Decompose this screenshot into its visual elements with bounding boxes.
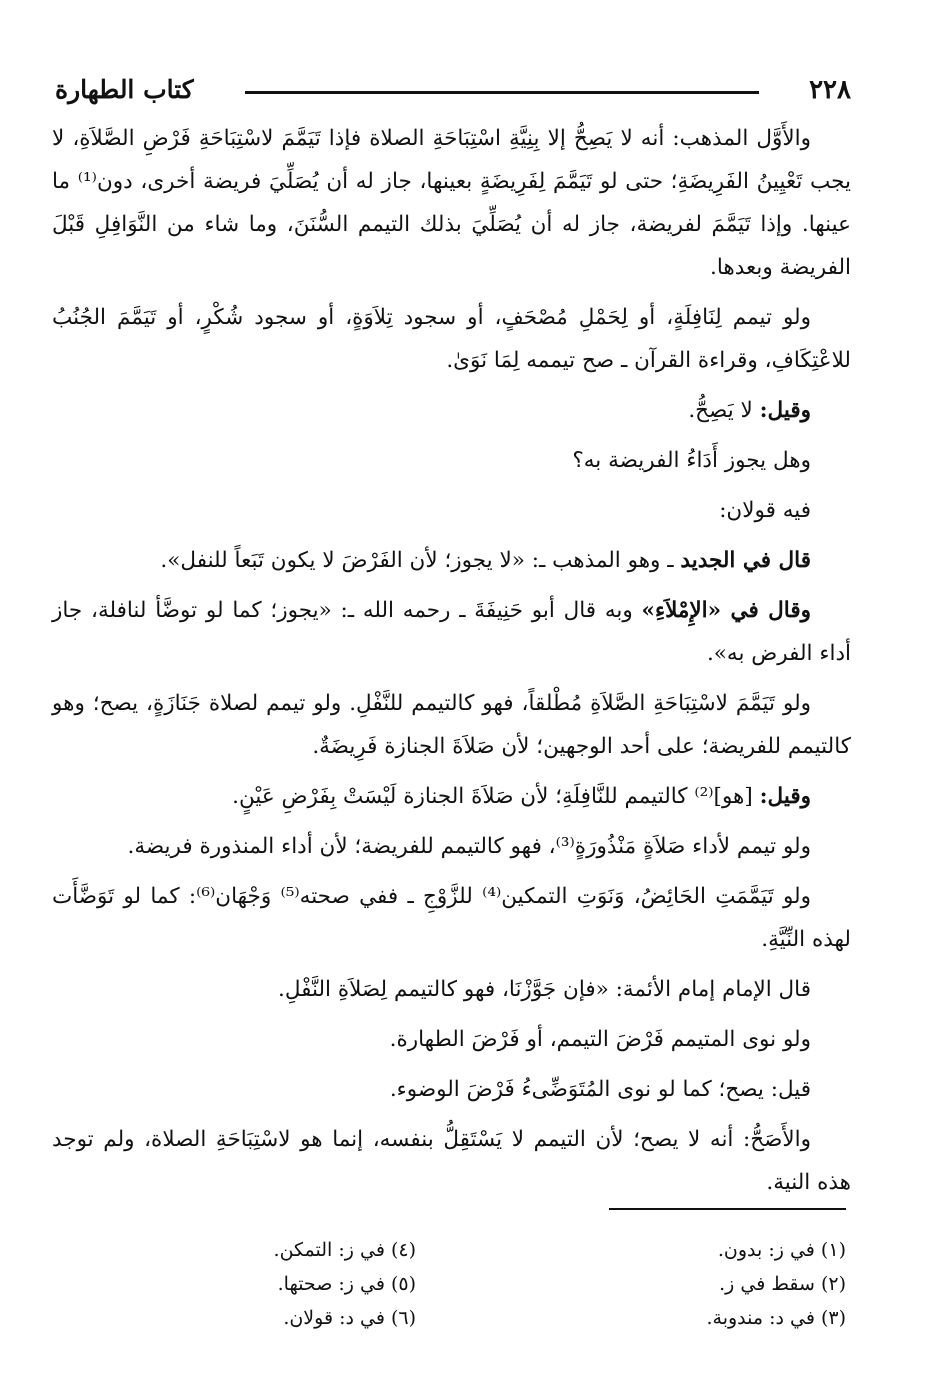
main-text [52, 117, 851, 1211]
paragraph: ولو تيمم لأداء صَلاَةٍ مَنْذُورَةٍ⁽³⁾، فهو كالتيمم للفريضة؛ لأن أداء المنذورة فريضة. [127, 834, 811, 859]
paragraph: ولو تَيَمَّمَ لاسْتِبَاحَةِ الصَّلاَةِ مُطْلقاً، فهو كالتيمم للنَّفْلِ. ولو تيمم لصلاة جَنَازَةٍ، يصح؛ وهو كالتيمم للفريضة؛ على أحد الوجهين؛ لأن صَلاَةَ الجنازة فَرِيضَةٌ. [52, 691, 851, 759]
paragraph: فيه قولان: [719, 498, 811, 523]
paragraph: وقال في «الإِمْلاَءِ» وبه قال أبو حَنِيفَةَ ـ رحمه الله ـ: «يجوز؛ كما لو توضَّأ لنافلة، جاز أداء الفرض به». [52, 598, 851, 666]
bold-lead: وقيل: [759, 784, 811, 809]
footnotes-left-column [116, 1233, 416, 1335]
paragraph: وقيل: [هو]⁽²⁾ كالتيمم للنَّافِلَةِ؛ لأن صَلاَةَ الجنازة لَيْسَتْ بِفَرْضِ عَيْنٍ. [232, 784, 811, 809]
footnotes-right-column [546, 1233, 846, 1335]
footnote: (٤) في ز: التمكن. [273, 1239, 416, 1261]
paragraph: ولو تَيَمَّمَتِ الحَائِضُ، وَنَوَتِ التمكين⁽⁴⁾ للزَّوْجِ ـ ففي صحته⁽⁵⁾ وَجْهَان⁽⁶⁾: كما لو تَوَضَّأَت لهذه النِّيَّةِ. [52, 884, 851, 952]
footnote: (٢) سقط في ز. [719, 1273, 846, 1295]
paragraph: قال الإمام إمام الأئمة: «فإن جَوَّزْنَا، فهو كالتيمم لِصَلاَةِ النَّفْلِ. [277, 977, 811, 1002]
bold-lead: وقال في «الإِمْلاَءِ» [641, 598, 811, 623]
paragraph: والأَصَحُّ: أنه لا يصح؛ لأن التيمم لا يَسْتَقِلُّ بنفسه، إنما هو لاسْتِبَاحَةِ الصلاة، ولم توجد هذه النية. [52, 1127, 851, 1195]
footnote: (١) في ز: بدون. [717, 1239, 846, 1261]
header-rule [245, 91, 759, 94]
footnote: (٣) في د: مندوبة. [706, 1307, 846, 1329]
footnote-rule [609, 1208, 846, 1210]
paragraph: قال في الجديد ـ وهو المذهب ـ: «لا يجوز؛ لأن الفَرْضَ لا يكون تَبَعاً للنفل». [160, 548, 811, 573]
page-number: ٢٢٨ [809, 75, 851, 105]
footnote: (٦) في د: قولان. [283, 1307, 416, 1329]
footnote: (٥) في ز: صحتها. [277, 1273, 416, 1295]
paragraph: قيل: يصح؛ كما لو نوى المُتَوَضِّىءُ فَرْضَ الوضوء. [389, 1077, 811, 1102]
bold-lead: قال في الجديد [680, 548, 811, 573]
paragraph: وهل يجوز أَدَاءُ الفريضة به؟ [572, 448, 811, 473]
paragraph: وقيل: لا يَصِحُّ. [688, 398, 811, 423]
book-title: كتاب الطهارة [55, 75, 194, 104]
bold-lead: وقيل: [759, 398, 811, 423]
paragraph: والأَوَّل المذهب: أنه لا يَصِحُّ إلا بِنِيَّةِ اسْتِبَاحَةِ الصلاة فإذا تَيَمَّمَ لاسْتِبَاحَةِ فَرْضِ الصَّلاَةِ، لا يجب تَعْيِينُ الفَرِيضَةِ؛ حتى لو تَيَمَّمَ لِفَرِيضَةٍ بعينها، جاز له أن يُصَلِّيَ فريضة أخرى، دون⁽¹⁾ ما عينها. وإذا تَيَمَّمَ لفريضة، جاز له أن يُصَلِّيَ بذلك التيمم السُّنَنَ، وما شاء من النَّوَافِلِ قَبْلَ الفريضة وبعدها. [52, 126, 851, 280]
running-header [55, 70, 851, 110]
paragraph: ولو نوى المتيمم فَرْضَ التيمم، أو فَرْضَ الطهارة. [389, 1027, 811, 1052]
paragraph: ولو تيمم لِنَافِلَةٍ، أو لِحَمْلِ مُصْحَفٍ، أو سجود تِلاَوَةٍ، أو سجود شُكْرٍ، أو تَيَمَّمَ الجُنُبُ للاعْتِكَافِ، وقراءة القرآن ـ صح تيممه لِمَا نَوَىٰ. [52, 305, 851, 373]
